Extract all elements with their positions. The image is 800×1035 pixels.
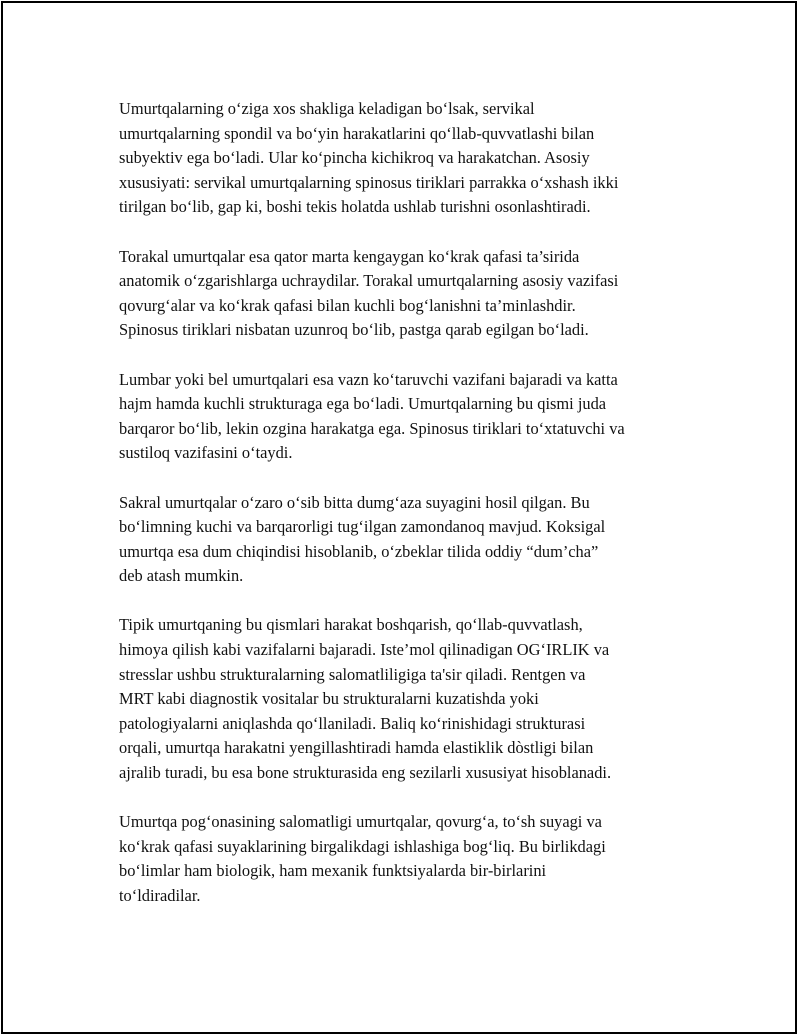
text-line: hajm hamda kuchli strukturaga ega bo‘ladi. Umurtqalarning bu qismi juda <box>119 394 607 414</box>
paragraph-lumbar <box>119 368 699 466</box>
document-body <box>119 97 699 933</box>
paragraph-functions <box>119 613 699 785</box>
text-line: bo‘limlar ham biologik, ham mexanik funktsiyalarda bir-birlarini <box>119 861 547 881</box>
text-line: xususiyati: servikal umurtqalarning spinosus tiriklari parrakka o‘xshash ikki <box>119 172 619 192</box>
text-line: himoya qilish kabi vazifalarni bajaradi. Iste’mol qilinadigan OG‘IRLIK va <box>119 640 610 660</box>
text-line: deb atash mumkin. <box>119 566 244 586</box>
text-line: patologiyalarni aniqlashda qo‘llaniladi. Baliq ko‘rinishidagi strukturasi <box>119 713 586 733</box>
text-line: Spinosus tiriklari nisbatan uzunroq bo‘lib, pastga qarab egilgan bo‘ladi. <box>119 320 589 340</box>
text-line: subyektiv ega bo‘ladi. Ular ko‘pincha kichikroq va harakatchan. Asosiy <box>119 148 590 168</box>
text-line: bo‘limning kuchi va barqarorligi tug‘ilgan zamondanoq mavjud. Koksigal <box>119 517 606 537</box>
paragraph-cervical <box>119 97 699 220</box>
text-line: umurtqa esa dum chiqindisi hisoblanib, o‘zbeklar tilida oddiy “dum’cha” <box>119 541 599 561</box>
text-line: MRT kabi diagnostik vositalar bu strukturalarni kuzatishda yoki <box>119 689 539 709</box>
text-line: stresslar ushbu strukturalarning salomatliligiga ta'sir qiladi. Rentgen va <box>119 664 586 684</box>
text-line: Umurtqalarning o‘ziga xos shakliga keladigan bo‘lsak, servikal <box>119 99 535 118</box>
text-line: tirilgan bo‘lib, gap ki, boshi tekis holatda ushlab turishni osonlashtiradi. <box>119 197 591 217</box>
paragraph-sacral <box>119 491 699 589</box>
text-line: orqali, umurtqa harakatni yengillashtiradi hamda elastiklik dòstligi bilan <box>119 738 594 758</box>
text-line: qovurg‘alar va ko‘krak qafasi bilan kuchli bog‘lanishni ta’minlashdir. <box>119 295 576 315</box>
paragraph-thoracic <box>119 245 699 343</box>
text-line: Lumbar yoki bel umurtqalari esa vazn ko‘taruvchi vazifani bajaradi va katta <box>119 369 618 389</box>
text-line: Tipik umurtqaning bu qismlari harakat boshqarish, qo‘llab-quvvatlash, <box>119 615 583 635</box>
text-line: ko‘krak qafasi suyaklarining birgalikdagi ishlashiga bog‘liq. Bu birlikdagi <box>119 836 606 856</box>
text-line: Umurtqa pog‘onasining salomatligi umurtqalar, qovurg‘a, to‘sh suyagi va <box>119 812 602 832</box>
text-line: Torakal umurtqalar esa qator marta kengaygan ko‘krak qafasi ta’sirida <box>119 246 580 266</box>
text-line: anatomik o‘zgarishlarga uchraydilar. Torakal umurtqalarning asosiy vazifasi <box>119 271 619 291</box>
text-line: barqaror bo‘lib, lekin ozgina harakatga ega. Spinosus tiriklari to‘xtatuvchi va <box>119 418 625 438</box>
text-line: umurtqalarning spondil va bo‘yin harakatlarini qo‘llab-quvvatlashi bilan <box>119 123 595 143</box>
page-frame <box>1 1 797 1034</box>
text-line: to‘ldiradilar. <box>119 886 201 905</box>
text-line: sustiloq vazifasini o‘taydi. <box>119 443 293 463</box>
text-line: Sakral umurtqalar o‘zaro o‘sib bitta dumg‘aza suyagini hosil qilgan. Bu <box>119 492 590 512</box>
paragraph-health <box>119 810 699 908</box>
text-line: ajralib turadi, bu esa bone strukturasida eng sezilarli xususiyat hisoblanadi. <box>119 763 612 783</box>
